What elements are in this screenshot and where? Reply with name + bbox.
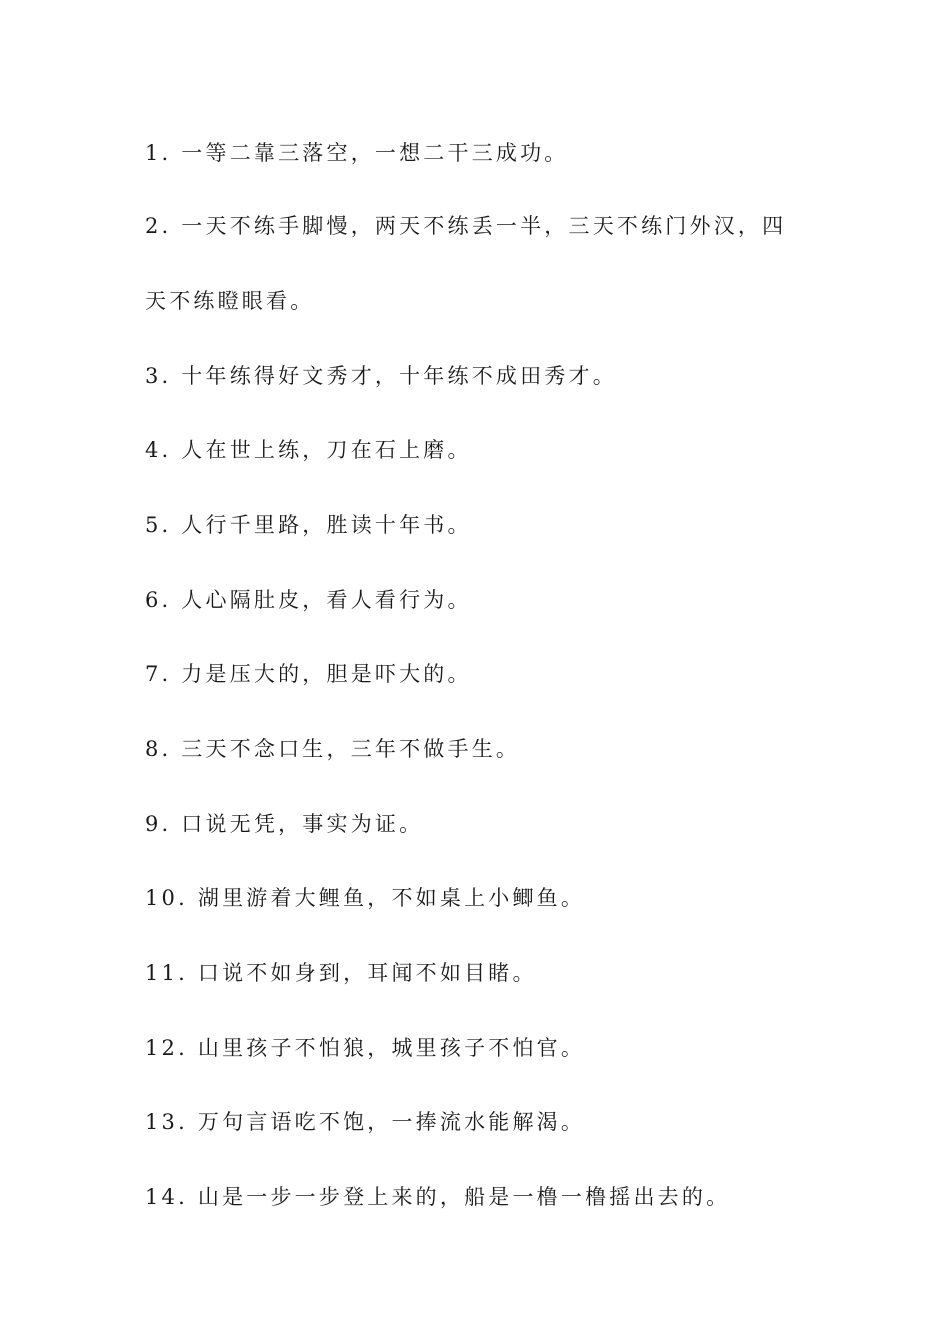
proverb-8: 8. 三天不念口生，三年不做手生。 [145,737,521,761]
proverb-5: 5. 人行千里路，胜读十年书。 [145,513,472,537]
proverb-7: 7. 力是压大的，胆是吓大的。 [145,662,472,686]
proverb-4: 4. 人在世上练，刀在石上磨。 [145,438,472,462]
proverb-3: 3. 十年练得好文秀才，十年练不成田秀才。 [145,364,617,388]
proverb-6: 6. 人心隔肚皮，看人看行为。 [145,588,472,612]
proverb-2: 2. 一天不练手脚慢，两天不练丢一半，三天不练门外汉，四 [145,214,787,238]
proverb-10: 10. 湖里游着大鲤鱼，不如桌上小鲫鱼。 [145,886,586,910]
proverb-9: 9. 口说无凭，事实为证。 [145,812,424,836]
proverb-2-continued: 天不练瞪眼看。 [145,289,315,313]
proverb-14: 14. 山是一步一步登上来的，船是一橹一橹摇出去的。 [145,1185,731,1209]
proverb-1: 1. 一等二靠三落空，一想二干三成功。 [145,141,569,165]
proverb-11: 11. 口说不如身到，耳闻不如目睹。 [145,961,537,985]
proverb-12: 12. 山里孩子不怕狼，城里孩子不怕官。 [145,1036,586,1060]
proverb-13: 13. 万句言语吃不饱，一捧流水能解渴。 [145,1110,586,1134]
